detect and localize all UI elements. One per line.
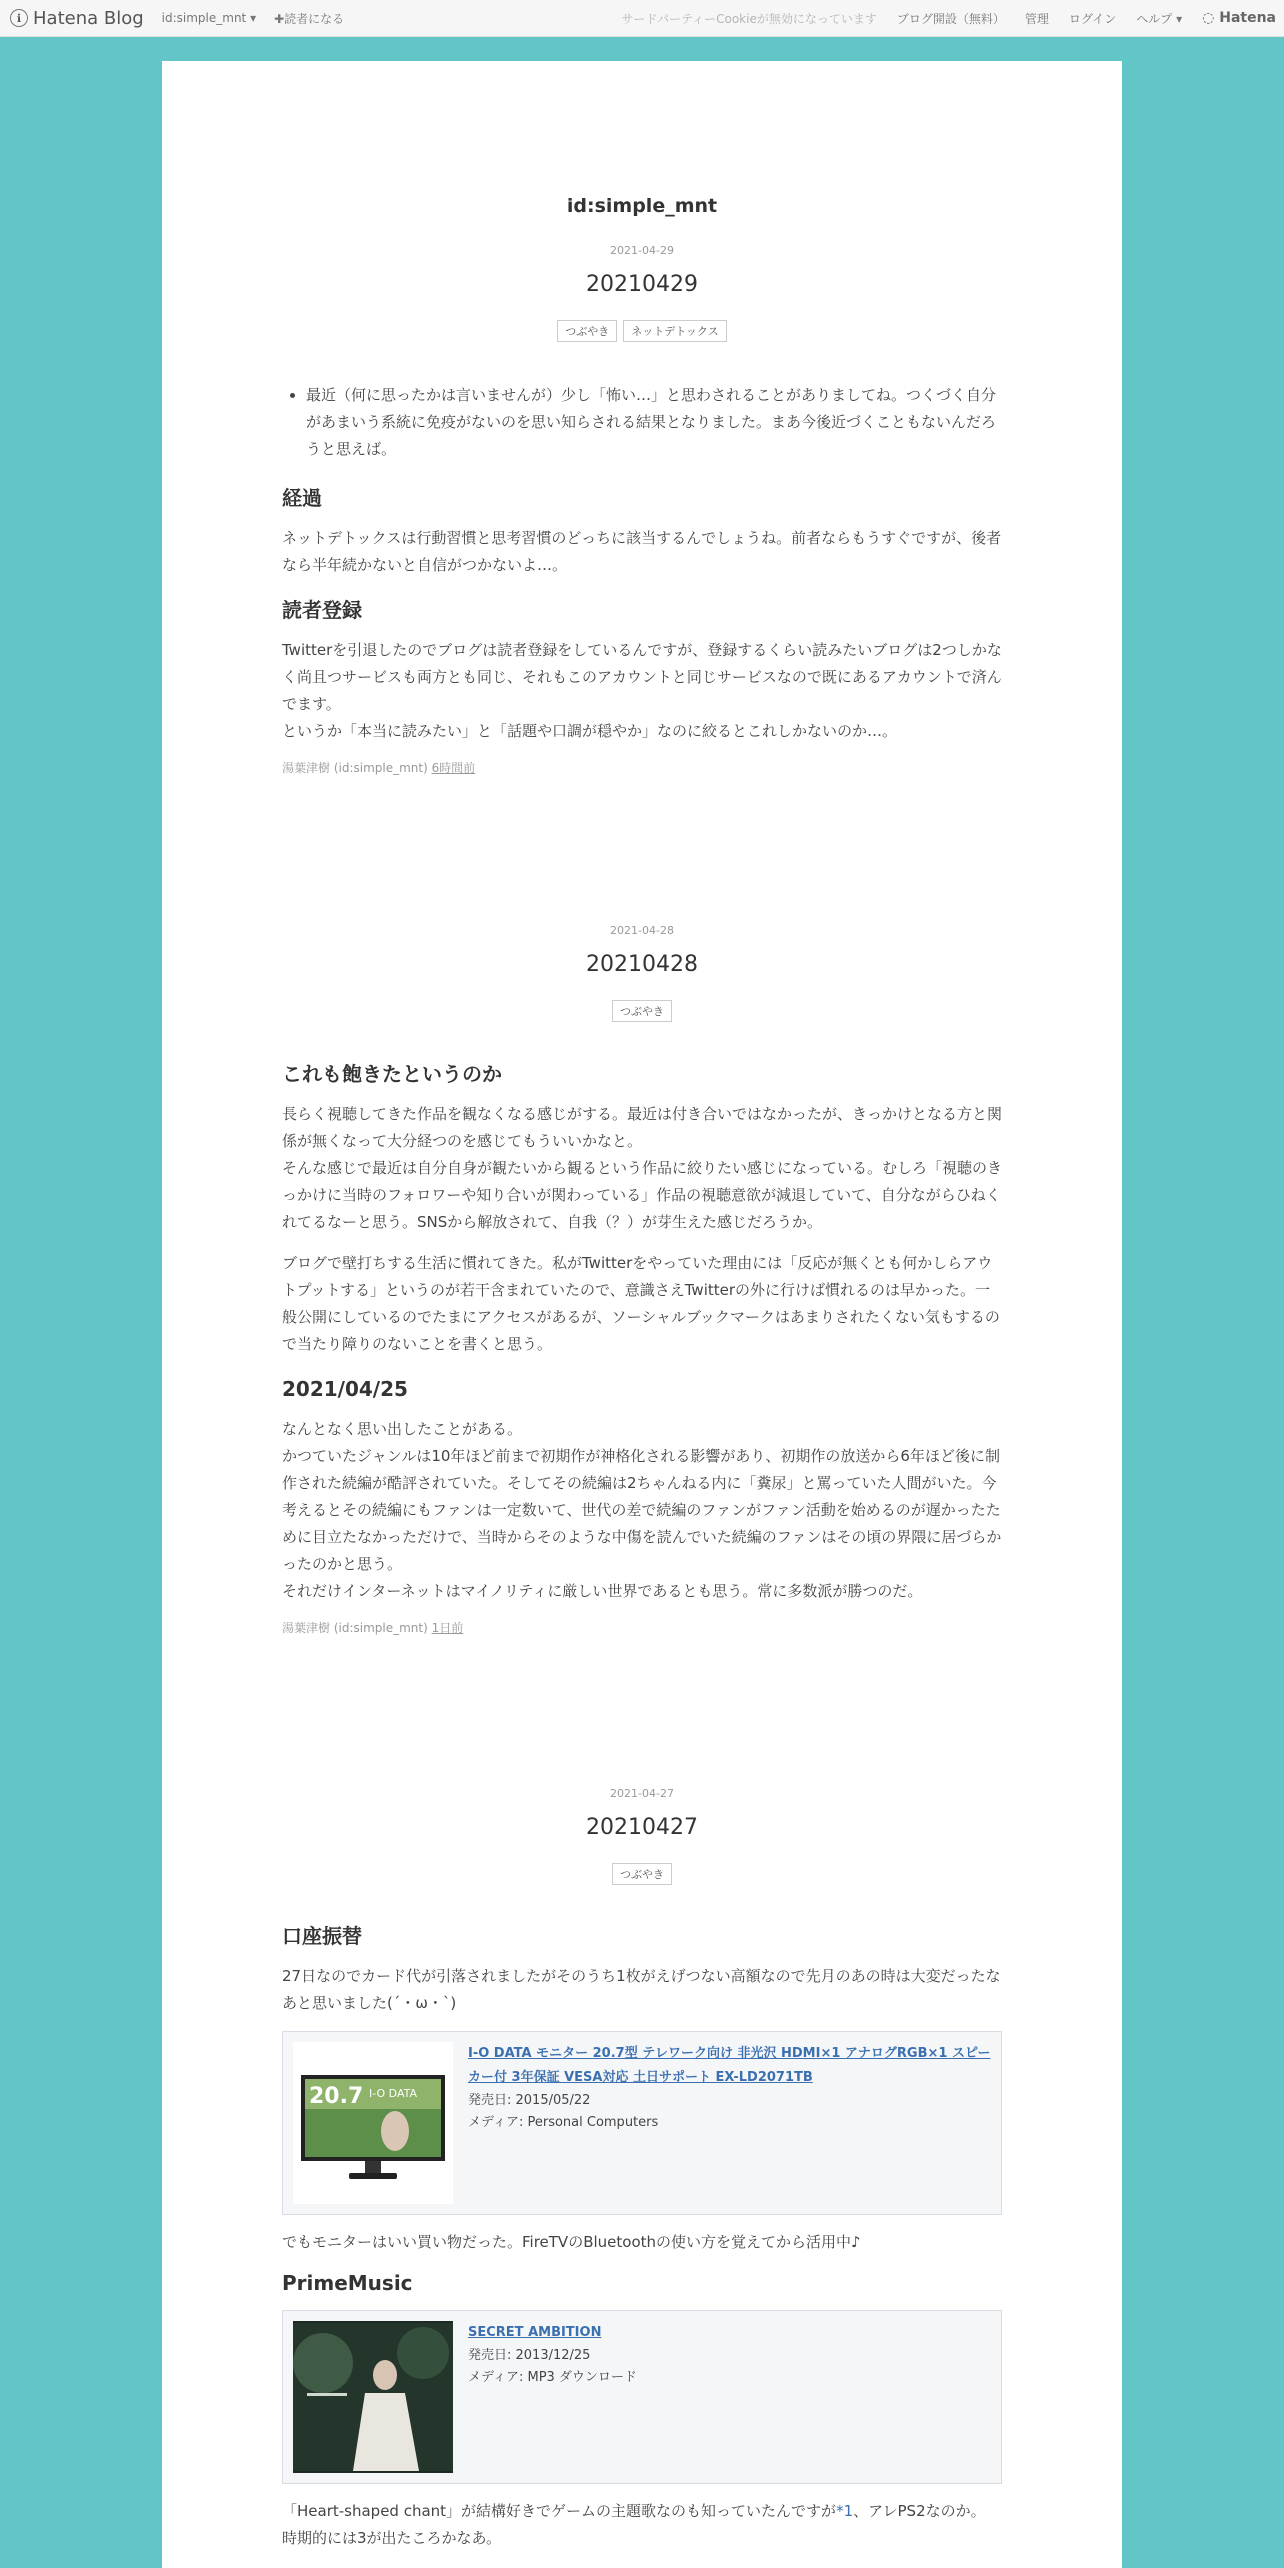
paragraph: ブログで壁打ちする生活に慣れてきた。私がTwitterをやっていた理由には「反応が無くとも何かしらアウトプットする」というのが若干含まれていたので、意識さえTwitterの外に行けば慣れるのは早かった。一般公開にしているのでたまにアクセスがあるが、ソーシャルブックマークはあまりされたくない気もするので当たり障りのないことを書くと思う。 bbox=[282, 1254, 1000, 1353]
product-release-date: 発売日: 2013/12/25 bbox=[468, 2348, 591, 2363]
hatena-logo-icon: ℹ bbox=[10, 9, 28, 27]
account-menu[interactable]: id:simple_mnt ▾ bbox=[161, 11, 257, 25]
paragraph: ネットデトックスは行動習慣と思考習慣のどっちに該当するんでしょうね。前者ならもうすぐですが、後者なら半年続かないと自信がつかないよ…。 bbox=[282, 529, 1002, 574]
product-info bbox=[468, 2042, 991, 2204]
entry-time-link[interactable]: 6時間前 bbox=[431, 761, 476, 775]
product-card-monitor[interactable] bbox=[282, 2031, 1002, 2215]
product-media: メディア: MP3 ダウンロード bbox=[468, 2370, 637, 2385]
paragraph: 長らく視聴してきた作品を観なくなる感じがする。最近は付き合いではなかったが、きっかけとなる方と関係が無くなって大分経つのを感じてもういいかなと。 bbox=[282, 1105, 1003, 1150]
section-heading: 読者登録 bbox=[282, 598, 362, 622]
paragraph: 「Heart-shaped chant」が結構好きでゲームの主題歌なのも知っていたんですが*1、アレPS2なのか。 bbox=[282, 2502, 986, 2520]
product-title-link[interactable]: SECRET AMBITION bbox=[468, 2325, 602, 2340]
blog-title[interactable]: id:simple_mnt bbox=[566, 195, 718, 217]
admin-link[interactable]: 管理 bbox=[1024, 11, 1049, 26]
entry-date[interactable]: 2021-04-27 bbox=[610, 1787, 674, 1800]
hatena-topbar bbox=[0, 0, 1284, 37]
section-heading: これも飽きたというのか bbox=[282, 1062, 502, 1086]
open-blog-link[interactable]: ブログ開設（無料） bbox=[896, 11, 1005, 26]
product-thumbnail[interactable] bbox=[293, 2321, 453, 2473]
cookie-notice: サードパーティーCookieが無効になっています bbox=[621, 11, 877, 26]
paragraph: 時期的には3が出たころかなあ。 bbox=[282, 2529, 501, 2547]
entry-categories bbox=[162, 1000, 1122, 1022]
paragraph: 27日なのでカード代が引落されましたがそのうち1枚がえげつない高額なので先月のあの時は大変だったなあと思いました(´・ω・`) bbox=[282, 1967, 1001, 2012]
paragraph: なんとなく思い出したことがある。 bbox=[282, 1420, 523, 1438]
entry-categories bbox=[162, 320, 1122, 342]
subscribe-button[interactable]: ✚読者になる bbox=[274, 11, 345, 26]
paragraph: というか「本当に読みたい」と「話題や口調が穏やか」なのに絞るとこれしかないのか…。 bbox=[282, 722, 898, 740]
entry-title[interactable]: 20210427 bbox=[586, 1815, 698, 1840]
product-card-music[interactable] bbox=[282, 2310, 1002, 2484]
paragraph: Twitterを引退したのでブログは読者登録をしているんですが、登録するくらい読みたいブログは2つしかなく尚且つサービスも両方とも同じ、それもこのアカウントと同じサービスなので既にあるアカウントで済んでます。 bbox=[282, 641, 1002, 713]
hatena-brand-link[interactable]: ◌ Hatena bbox=[1202, 10, 1276, 26]
product-media: メディア: Personal Computers bbox=[468, 2115, 659, 2130]
entry-body bbox=[282, 382, 1002, 782]
product-title-link[interactable]: I-O DATA モニター 20.7型 テレワーク向け 非光沢 HDMI×1 アナログRGB×1 スピーカー付 3年保証 VESA対応 土日サポート EX-LD2071TB bbox=[468, 2046, 991, 2085]
product-info bbox=[468, 2321, 637, 2473]
author-name[interactable]: 湯葉津樹 (id:simple_mnt) bbox=[282, 1621, 428, 1635]
category-tag[interactable]: つぶやき bbox=[557, 320, 617, 342]
category-tag[interactable]: つぶやき bbox=[612, 1863, 672, 1885]
entry-date[interactable]: 2021-04-28 bbox=[610, 924, 674, 937]
blog-content bbox=[162, 61, 1122, 2568]
entry-title[interactable]: 20210429 bbox=[586, 272, 698, 297]
paragraph: そんな感じで最近は自分自身が観たいから観るという作品に絞りたい感じになっている。むしろ「視聴のきっかけに当時のフォロワーや知り合いが関わっている」作品の視聴意欲が減退していて、自分ながらひねくれてるなーと思う。SNSから解放されて、自我（？）が芽生えた感じだろうか。 bbox=[282, 1159, 1003, 1231]
logo-text: Hatena Blog bbox=[33, 7, 144, 29]
section-heading: 口座振替 bbox=[282, 1924, 362, 1948]
paragraph: かつていたジャンルは10年ほど前まで初期作が神格化される影響があり、初期作の放送から6年ほど後に制作された続編が酷評されていた。そしてその続編は2ちゃんねる内に「糞尿」と罵っていた人間がいた。今考えるとその続編にもファンは一定数いて、世代の差で続編のファンがファン活動を始めるのが遅かったために目立たなかっただけで、当時からそのような中傷を読んでいた続編のファンはその頃の界隈に居づらかったのかと思う。 bbox=[282, 1447, 1002, 1573]
section-heading: 2021/04/25 bbox=[282, 1377, 408, 1401]
album-art-image bbox=[293, 2323, 453, 2471]
help-menu[interactable]: ヘルプ ▾ bbox=[1136, 11, 1183, 26]
hatena-blog-logo[interactable] bbox=[10, 8, 144, 29]
monitor-brand-label: I-O DATA bbox=[369, 2087, 418, 2100]
entry-categories bbox=[162, 1863, 1122, 1885]
product-release-date: 発売日: 2015/05/22 bbox=[468, 2093, 591, 2108]
author-name[interactable]: 湯葉津樹 (id:simple_mnt) bbox=[282, 761, 428, 775]
section-heading: 経過 bbox=[282, 486, 322, 510]
footnote-link[interactable]: *1 bbox=[836, 2502, 854, 2520]
section-heading: PrimeMusic bbox=[282, 2271, 413, 2295]
category-tag[interactable]: ネットデトックス bbox=[623, 320, 727, 342]
entry-footer bbox=[282, 1615, 1002, 1642]
login-link[interactable]: ログイン bbox=[1068, 11, 1117, 26]
monitor-image bbox=[295, 2045, 451, 2201]
paragraph: それだけインターネットはマイノリティに厳しい世界であるとも思う。常に多数派が勝つのだ。 bbox=[282, 1582, 923, 1600]
entry-body bbox=[282, 1059, 1002, 1642]
list-item: • 最近（何に思ったかは言いませんが）少し「怖い…」と思わされることがありましてね。つくづく自分があまいう系統に免疫がないのを思い知らされる結果となりました。まあ今後近づくこともないんだろうと思えば。 bbox=[306, 382, 1002, 463]
entry-title[interactable]: 20210428 bbox=[586, 952, 698, 977]
entry-date[interactable]: 2021-04-29 bbox=[610, 244, 674, 257]
category-tag[interactable]: つぶやき bbox=[612, 1000, 672, 1022]
entry-footer bbox=[282, 755, 1002, 782]
product-thumbnail[interactable] bbox=[293, 2042, 453, 2204]
entry-body bbox=[282, 1921, 1002, 2552]
monitor-size-label: 20.7 bbox=[309, 2084, 364, 2109]
entry-time-link[interactable]: 1日前 bbox=[431, 1621, 464, 1635]
paragraph: でもモニターはいい買い物だった。FireTVのBluetoothの使い方を覚えてから活用中♪ bbox=[282, 2233, 861, 2251]
